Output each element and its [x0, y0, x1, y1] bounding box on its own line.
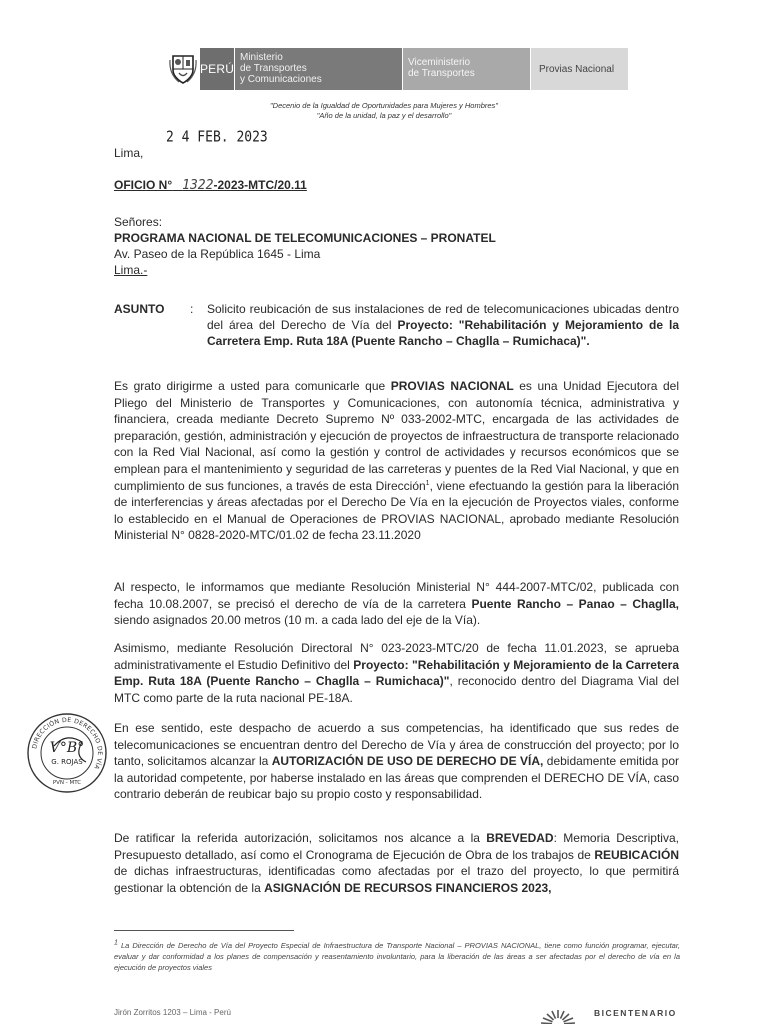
footnote: $^1$ La Dirección de Derecho de Vía del Proyecto Especial de Infraestructura de Transporte Nacional – PROVIAS NACIONAL, tiene como función programar, ejecutar, evaluar y dar conformidad a los planes de compensación y reasentamiento involuntario, para la liberación de las áreas a ser afectadas por el derecho de vía en la ejecución de proyectos viales: [114, 939, 680, 972]
recipient-name: PROGRAMA NACIONAL DE TELECOMUNICACIONES – PRONATEL: [114, 231, 496, 245]
footnote-divider: [114, 930, 294, 931]
official-year-mottos: [0, 101, 768, 121]
stamp-ring-text: DIRECCIÓN DE DERECHO DE VÍA: [31, 716, 104, 771]
body-paragraph-2: Al respecto, le informamos que mediante Resolución Ministerial N° 444-2007-MTC/02, publicada con fecha 10.08.2007, se precisó el derecho de vía de la carretera Puente Rancho – Panao – Chaglla, siendo asignados 20.00 metros (10 m. a cada lado del eje de la Vía).: [114, 580, 680, 628]
entity-label: Provias Nacional: [530, 48, 628, 90]
asunto-label: ASUNTO: [114, 302, 165, 316]
anio-text: "Año de la unidad, la paz y el desarrollo": [316, 111, 452, 120]
ministry-label: Ministerio de Transportes y Comunicaciones: [234, 48, 402, 90]
institutional-header: [166, 48, 628, 90]
stamp-vb: V°B°: [49, 740, 85, 756]
approval-stamp: [26, 712, 108, 799]
handwritten-date: 2 4 FEB. 2023: [166, 128, 268, 147]
handwritten-oficio-number: 1322: [182, 178, 214, 193]
bicentenario-label: BICENTENARIO: [594, 1008, 677, 1018]
peru-shield-icon: [166, 48, 200, 90]
body-paragraph-4: En ese sentido, este despacho de acuerdo a sus competencias, ha identificado que sus redes de telecomunicaciones se encuentran dentro del Derecho de Vía y área de construcción del proyecto; por lo tanto, solicitamos alcanzar la AUTORIZACIÓN DE USO DE DERECHO DE VÍA, debidamente emitida por la autoridad competente, por haberse instalado en las áreas que comprenden el DERECHO DE VÍA, caso contrario deberán de reubicar bajo su propio costo y responsabilidad.: [114, 721, 680, 802]
body-paragraph-1: Es grato dirigirme a usted para comunicarle que PROVIAS NACIONAL es una Unidad Ejecutora del Pliego del Ministerio de Transportes y Comunicaciones, con autonomía técnica, administrativa y financiera, creada mediante Decreto Supremo Nº 033-2002-MTC, encargada de las actividades de preparación, gestión, administración y ejecución de proyectos de infraestructura de transporte relacionado con la Red Vial Nacional, así como la gestión y control de actividades y recursos económicos que se emplean para el mantenimiento y seguridad de las carreteras y puentes de la Red Vial Nacional, y que en cumplimiento de sus funciones, a través de esta Dirección$^1$, viene efectuando la gestión para la liberación de interferencias y áreas afectadas por el Derecho De Vía en la ejecución de Proyectos viales, conforme lo establecido en el Manual de Operaciones de PROVIAS NACIONAL, aprobado mediante Resolución Ministerial N° 0828-2020-MTC/01.02 de fecha 23.11.2020: [114, 379, 679, 543]
city-label: Lima,: [114, 146, 144, 160]
decenio-text: "Decenio de la Igualdad de Oportunidades para Mujeres y Hombres": [270, 101, 498, 110]
body-paragraph-5: De ratificar la referida autorización, solicitamos nos alcance a la BREVEDAD: Memoria Descriptiva, Presupuesto detallado, así como el Cronograma de Ejecución de Obra de los trabajos de REUBICACIÓN de dichas infraestructuras, identificadas como afectadas por el trazo del proyecto, lo que permitirá gestionar la obtención de la ASIGNACIÓN DE RECURSOS FINANCIEROS 2023,: [114, 831, 679, 895]
stamp-signer: G. ROJAS: [51, 758, 83, 766]
body-paragraph-3: Asimismo, mediante Resolución Directoral N° 023-2023-MTC/20 de fecha 11.01.2023, se aprueba administrativamente el Estudio Definitivo del Proyecto: "Rehabilitación y Mejoramiento de la Carretera Emp. Ruta 18A (Puente Rancho – Chaglla – Rumichaca)", reconocido dentro del Diagrama Vial del MTC como parte de la ruta nacional PE-18A.: [114, 641, 679, 705]
asunto-colon: :: [190, 302, 194, 316]
bicentenario-logo-icon: [528, 1004, 588, 1029]
country-label: PERÚ: [200, 48, 234, 90]
recipient-city: Lima.-: [114, 263, 148, 277]
oficio-number: OFICIO N° 1322-2023-MTC/20.11: [114, 178, 307, 193]
stamp-unit: PVN - MTC: [52, 780, 82, 786]
footnote-ref: 1: [425, 479, 430, 487]
footer-address: Jirón Zorritos 1203 – Lima - Perú: [114, 1008, 231, 1017]
asunto-text: Solicito reubicación de sus instalaciones de red de telecomunicaciones ubicadas dentro del área del Derecho de Vía del Proyecto: "Rehabilitación y Mejoramiento de la Carretera Emp. Ruta 18A (Puente Rancho – Chaglla – Rumichaca)".: [207, 302, 679, 348]
salutation: Señores:: [114, 215, 163, 229]
viceministry-label: Viceministerio de Transportes: [402, 48, 530, 90]
recipient-address: Av. Paseo de la República 1645 - Lima: [114, 247, 321, 261]
